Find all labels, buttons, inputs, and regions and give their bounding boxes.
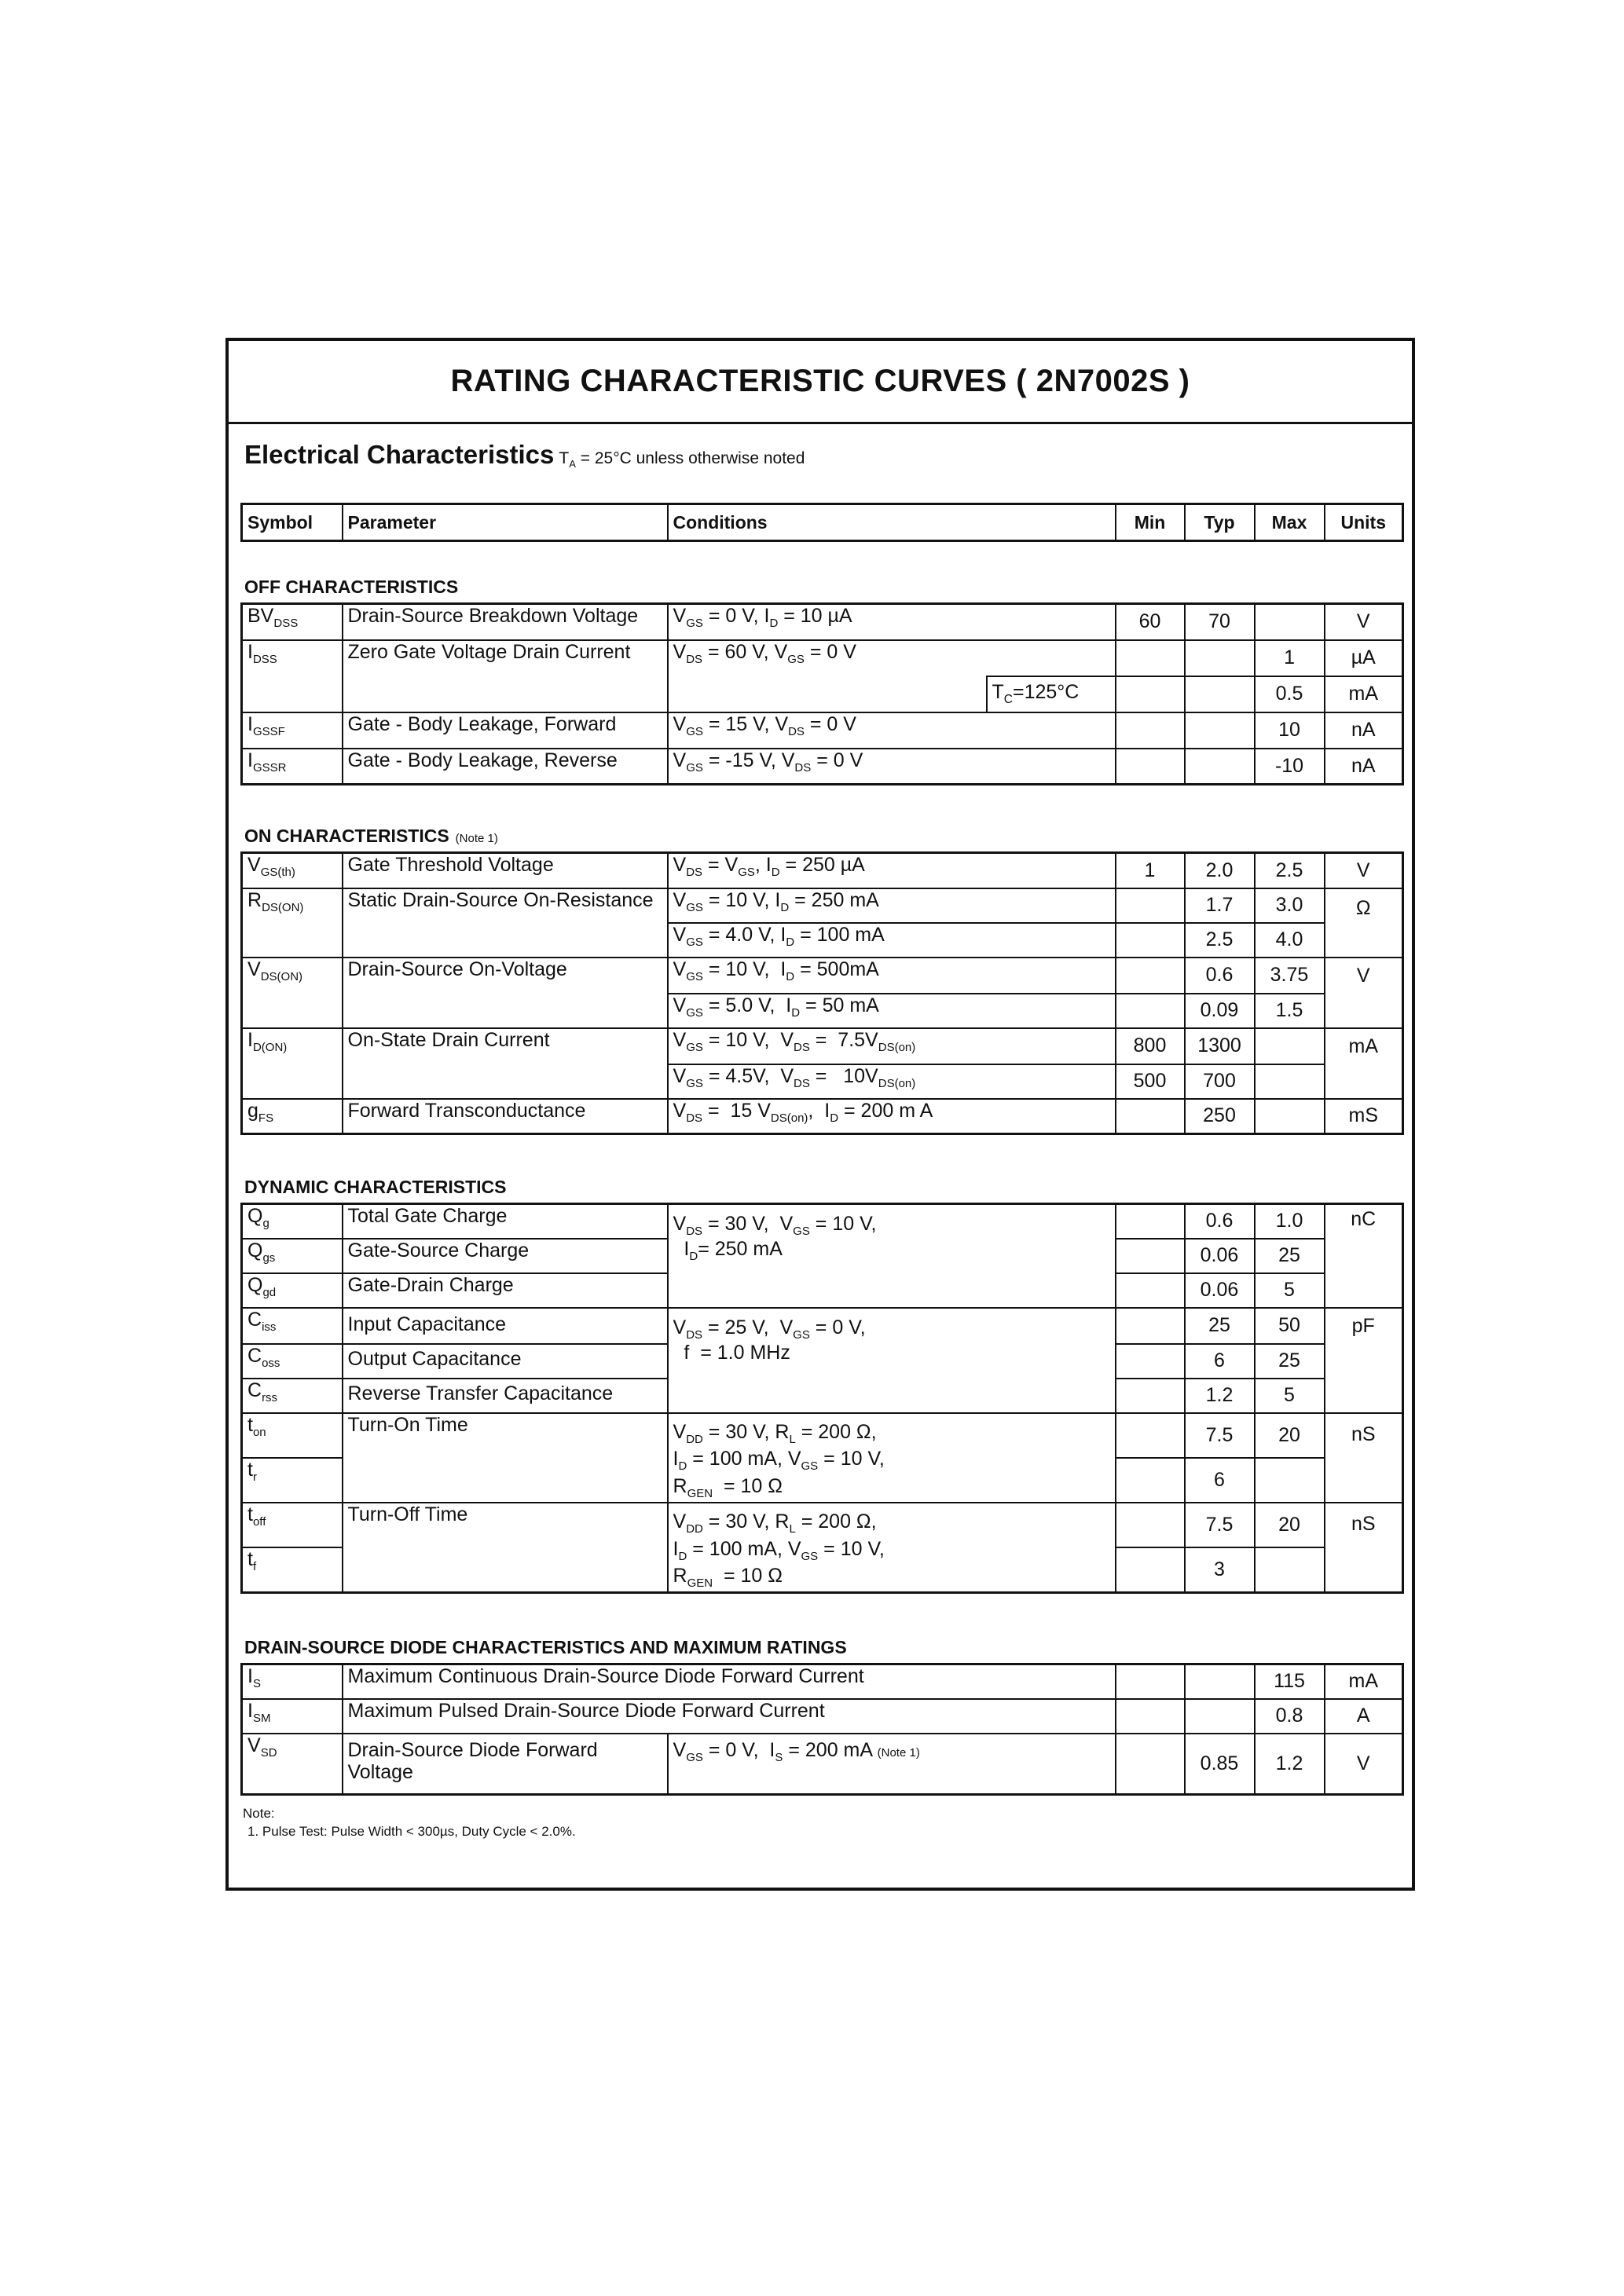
max-value: 1.0	[1255, 1204, 1325, 1239]
cond-idon-2: $V_{GS} = 4.5V$, $V_{DS} = 10V_{DS(on)}$	[668, 1064, 1116, 1099]
table-row	[242, 1734, 1403, 1795]
param-crss: Reverse Transfer Capacitance	[343, 1379, 668, 1413]
max-value: 2.5	[1255, 853, 1325, 888]
min-value: 60	[1116, 604, 1185, 640]
unit-value: Ω	[1325, 888, 1403, 958]
symbol-ciss: $C_{iss}$	[242, 1308, 343, 1344]
table-row	[242, 749, 1403, 785]
typ-value: 2.0	[1185, 853, 1255, 888]
typ-value: 700	[1185, 1064, 1255, 1099]
symbol-idss: $I_{DSS}$	[242, 640, 343, 676]
section-dynamic-label: DYNAMIC CHARACTERISTICS	[244, 1177, 507, 1197]
min-value: 500	[1116, 1064, 1185, 1099]
param-igssr: Gate - Body Leakage, Reverse	[343, 749, 668, 785]
cond-gfs: $V_{DS} = 15$ $V_{DS(on)}$, $I_D = 200$ m A	[668, 1099, 1116, 1134]
param-vsd: Drain-Source Diode Forward Voltage	[343, 1734, 668, 1795]
min-value: 1	[1116, 853, 1185, 888]
typ-value: 6	[1185, 1344, 1255, 1379]
cond-idss: $V_{DS} = 60$ V, $V_{GS} = 0$ V	[668, 640, 1116, 676]
dynamic-table	[240, 1203, 1404, 1594]
typ-value: 7.5	[1185, 1413, 1255, 1458]
cond-idss-tc: $T_C=125^\circ C$	[987, 676, 1116, 712]
title-bar	[229, 341, 1412, 424]
cond-vdson-2: $V_{GS} = 5.0$ V, $I_D = 50$ mA	[668, 994, 1116, 1028]
unit-value: mA	[1325, 676, 1403, 712]
typ-value: 0.85	[1185, 1734, 1255, 1795]
typ-value: 7.5	[1185, 1503, 1255, 1547]
typ-value: 0.09	[1185, 994, 1255, 1028]
datasheet-frame	[225, 338, 1415, 1891]
table-row	[242, 1699, 1403, 1734]
max-value: 115	[1255, 1664, 1325, 1699]
off-table	[240, 602, 1404, 785]
symbol-idon: $I_{D(ON)}$	[242, 1028, 343, 1099]
param-vdson: Drain-Source On-Voltage	[343, 958, 668, 1028]
symbol-rdson: $R_{DS(ON)}$	[242, 888, 343, 958]
symbol-qgd: $Q_{gd}$	[242, 1273, 343, 1308]
max-value: -10	[1255, 749, 1325, 785]
note-line-1: 1. Pulse Test: Pulse Width < 300µs, Duty Cycle < 2.0%.	[247, 1823, 576, 1839]
cond-rdson-2: $V_{GS} = 4.0$ V, $I_D = 100$ mA	[668, 923, 1116, 958]
symbol-igssr: $I_{GSSR}$	[242, 749, 343, 785]
cond-bvdss: $V_{GS} = 0$ V, $I_D = 10$ µA	[668, 604, 1116, 640]
max-value: 50	[1255, 1308, 1325, 1344]
symbol-coss: $C_{oss}$	[242, 1344, 343, 1379]
param-gfs: Forward Transconductance	[343, 1099, 668, 1134]
table-row	[242, 1028, 1403, 1064]
col-max: Max	[1255, 504, 1325, 541]
typ-value: 0.06	[1185, 1273, 1255, 1308]
typ-value: 6	[1185, 1458, 1255, 1503]
unit-value: V	[1325, 604, 1403, 640]
typ-value: 0.06	[1185, 1239, 1255, 1273]
max-value: 0.8	[1255, 1699, 1325, 1734]
param-igssf: Gate - Body Leakage, Forward	[343, 712, 668, 749]
max-value: 5	[1255, 1273, 1325, 1308]
table-row	[242, 640, 1403, 676]
unit-value: V	[1325, 853, 1403, 888]
col-typ: Typ	[1185, 504, 1255, 541]
unit-value: nC	[1325, 1204, 1403, 1308]
param-coss: Output Capacitance	[343, 1344, 668, 1379]
typ-value: 2.5	[1185, 923, 1255, 958]
electrical-condition-note: $T_A = 25^\circ C$ unless otherwise noted	[559, 449, 805, 471]
footnote	[243, 1805, 576, 1841]
symbol-ism: $I_{SM}$	[242, 1699, 343, 1734]
symbol-bvdss: $BV_{DSS}$	[242, 604, 343, 640]
max-value: 4.0	[1255, 923, 1325, 958]
table-row	[242, 1099, 1403, 1134]
param-bvdss: Drain-Source Breakdown Voltage	[343, 604, 668, 640]
cond-rdson-1: $V_{GS} = 10$ V, $I_D = 250$ mA	[668, 888, 1116, 923]
symbol-tf: $t_f$	[242, 1547, 343, 1592]
symbol-is: $I_S$	[242, 1664, 343, 1699]
unit-value: nA	[1325, 712, 1403, 749]
param-vgsth: Gate Threshold Voltage	[343, 853, 668, 888]
symbol-vsd: $V_{SD}$	[242, 1734, 343, 1795]
symbol-vgsth: $V_{GS(th)}$	[242, 853, 343, 888]
symbol-toff: $t_{off}$	[242, 1503, 343, 1547]
max-value: 20	[1255, 1503, 1325, 1547]
unit-value: nA	[1325, 749, 1403, 785]
table-row	[242, 958, 1403, 994]
typ-value: 70	[1185, 604, 1255, 640]
unit-value: mA	[1325, 1028, 1403, 1099]
typ-value: 3	[1185, 1547, 1255, 1592]
table-row	[242, 604, 1403, 640]
cond-capacitance: $V_{DS} = 25$ V, $V_{GS} = 0$ V, f = 1.0 MHz	[668, 1308, 1116, 1413]
max-value: 1	[1255, 640, 1325, 676]
col-parameter: Parameter	[343, 504, 668, 541]
max-value: 1.2	[1255, 1734, 1325, 1795]
max-value: 1.5	[1255, 994, 1325, 1028]
table-row	[242, 1308, 1403, 1344]
symbol-qg: $Q_g$	[242, 1204, 343, 1239]
param-ton: Turn-On Time	[343, 1413, 668, 1503]
param-idon: On-State Drain Current	[343, 1028, 668, 1099]
section-on-label: ON CHARACTERISTICS (Note 1)	[244, 826, 498, 846]
symbol-crss: $C_{rss}$	[242, 1379, 343, 1413]
unit-value: V	[1325, 958, 1403, 1028]
typ-value: 1300	[1185, 1028, 1255, 1064]
on-table	[240, 851, 1404, 1135]
min-value: 800	[1116, 1028, 1185, 1064]
max-value: 25	[1255, 1239, 1325, 1273]
symbol-qgs: $Q_{gs}$	[242, 1239, 343, 1273]
typ-value: 25	[1185, 1308, 1255, 1344]
table-row	[242, 888, 1403, 923]
table-row	[242, 1503, 1403, 1547]
table-row	[242, 1664, 1403, 1699]
param-is: Maximum Continuous Drain-Source Diode Forward Current	[343, 1664, 1116, 1699]
section-diode-label: DRAIN-SOURCE DIODE CHARACTERISTICS AND MAXIMUM RATINGS	[244, 1637, 847, 1657]
param-qgd: Gate-Drain Charge	[343, 1273, 668, 1308]
typ-value: 1.7	[1185, 888, 1255, 923]
table-row	[242, 712, 1403, 749]
col-min: Min	[1116, 504, 1185, 541]
max-value: 5	[1255, 1379, 1325, 1413]
table-row	[242, 853, 1403, 888]
unit-value: V	[1325, 1734, 1403, 1795]
max-value: 3.75	[1255, 958, 1325, 994]
cond-vdson-1: $V_{GS} = 10$ V, $I_D = 500mA$	[668, 958, 1116, 994]
cond-vgsth: $V_{DS} = V_{GS}$, $I_D = 250$ µA	[668, 853, 1116, 888]
cond-turn-off: $V_{DD} = 30$ V, $R_L = 200$ Ω, $I_D = 100$ mA, $V_{GS} = 10$ V, $R_{GEN} = 10$ Ω	[668, 1503, 1116, 1593]
symbol-tr: $t_r$	[242, 1458, 343, 1503]
unit-value: nS	[1325, 1503, 1403, 1593]
max-value: 25	[1255, 1344, 1325, 1379]
table-row	[242, 1204, 1403, 1239]
symbol-igssf: $I_{GSSF}$	[242, 712, 343, 749]
symbol-ton: $t_{on}$	[242, 1413, 343, 1458]
unit-value: mA	[1325, 1664, 1403, 1699]
typ-value: 0.6	[1185, 1204, 1255, 1239]
max-value	[1255, 604, 1325, 640]
page-title: RATING CHARACTERISTIC CURVES ( 2N7002S )	[450, 364, 1190, 398]
max-value: 0.5	[1255, 676, 1325, 712]
cond-turn-on: $V_{DD} = 30$ V, $R_L = 200$ Ω, $I_D = 100$ mA, $V_{GS} = 10$ V, $R_{GEN} = 10$ Ω	[668, 1413, 1116, 1503]
param-ism: Maximum Pulsed Drain-Source Diode Forward Current	[343, 1699, 1116, 1734]
typ-value: 0.6	[1185, 958, 1255, 994]
param-rdson: Static Drain-Source On-Resistance	[343, 888, 668, 958]
col-symbol: Symbol	[242, 504, 343, 541]
max-value: 10	[1255, 712, 1325, 749]
unit-value: pF	[1325, 1308, 1403, 1413]
electrical-heading	[244, 440, 805, 470]
diode-table	[240, 1663, 1404, 1796]
typ-value: 250	[1185, 1099, 1255, 1134]
table-row	[242, 1413, 1403, 1458]
col-conditions: Conditions	[668, 504, 1116, 541]
section-off-label: OFF CHARACTERISTICS	[244, 577, 459, 597]
unit-value: mS	[1325, 1099, 1403, 1134]
symbol-vdson: $V_{DS(ON)}$	[242, 958, 343, 1028]
max-value: 3.0	[1255, 888, 1325, 923]
max-value: 20	[1255, 1413, 1325, 1458]
cond-gate-charge: $V_{DS} = 30$ V, $V_{GS} = 10$ V, $I_D= 250$ mA	[668, 1204, 1116, 1308]
param-qg: Total Gate Charge	[343, 1204, 668, 1239]
param-toff: Turn-Off Time	[343, 1503, 668, 1593]
cond-igssf: $V_{GS} = 15$ V, $V_{DS} = 0$ V	[668, 712, 1116, 749]
cond-igssr: $V_{GS} = -15$ V, $V_{DS} = 0$ V	[668, 749, 1116, 785]
header-table	[240, 503, 1404, 542]
cond-idon-1: $V_{GS} = 10$ V, $V_{DS} = 7.5V_{DS(on)}$	[668, 1028, 1116, 1064]
unit-value: A	[1325, 1699, 1403, 1734]
param-ciss: Input Capacitance	[343, 1308, 668, 1344]
cond-vsd: $V_{GS} = 0$ V, $I_S = 200$ mA (Note 1)	[668, 1734, 1116, 1795]
note-label: Note:	[243, 1806, 275, 1821]
param-idss: Zero Gate Voltage Drain Current	[343, 640, 668, 676]
table-row	[242, 676, 1403, 712]
param-qgs: Gate-Source Charge	[343, 1239, 668, 1273]
col-units: Units	[1325, 504, 1403, 541]
electrical-title: Electrical Characteristics	[244, 440, 555, 469]
symbol-gfs: $g_{FS}$	[242, 1099, 343, 1134]
unit-value: nS	[1325, 1413, 1403, 1503]
unit-value: µA	[1325, 640, 1403, 676]
typ-value: 1.2	[1185, 1379, 1255, 1413]
